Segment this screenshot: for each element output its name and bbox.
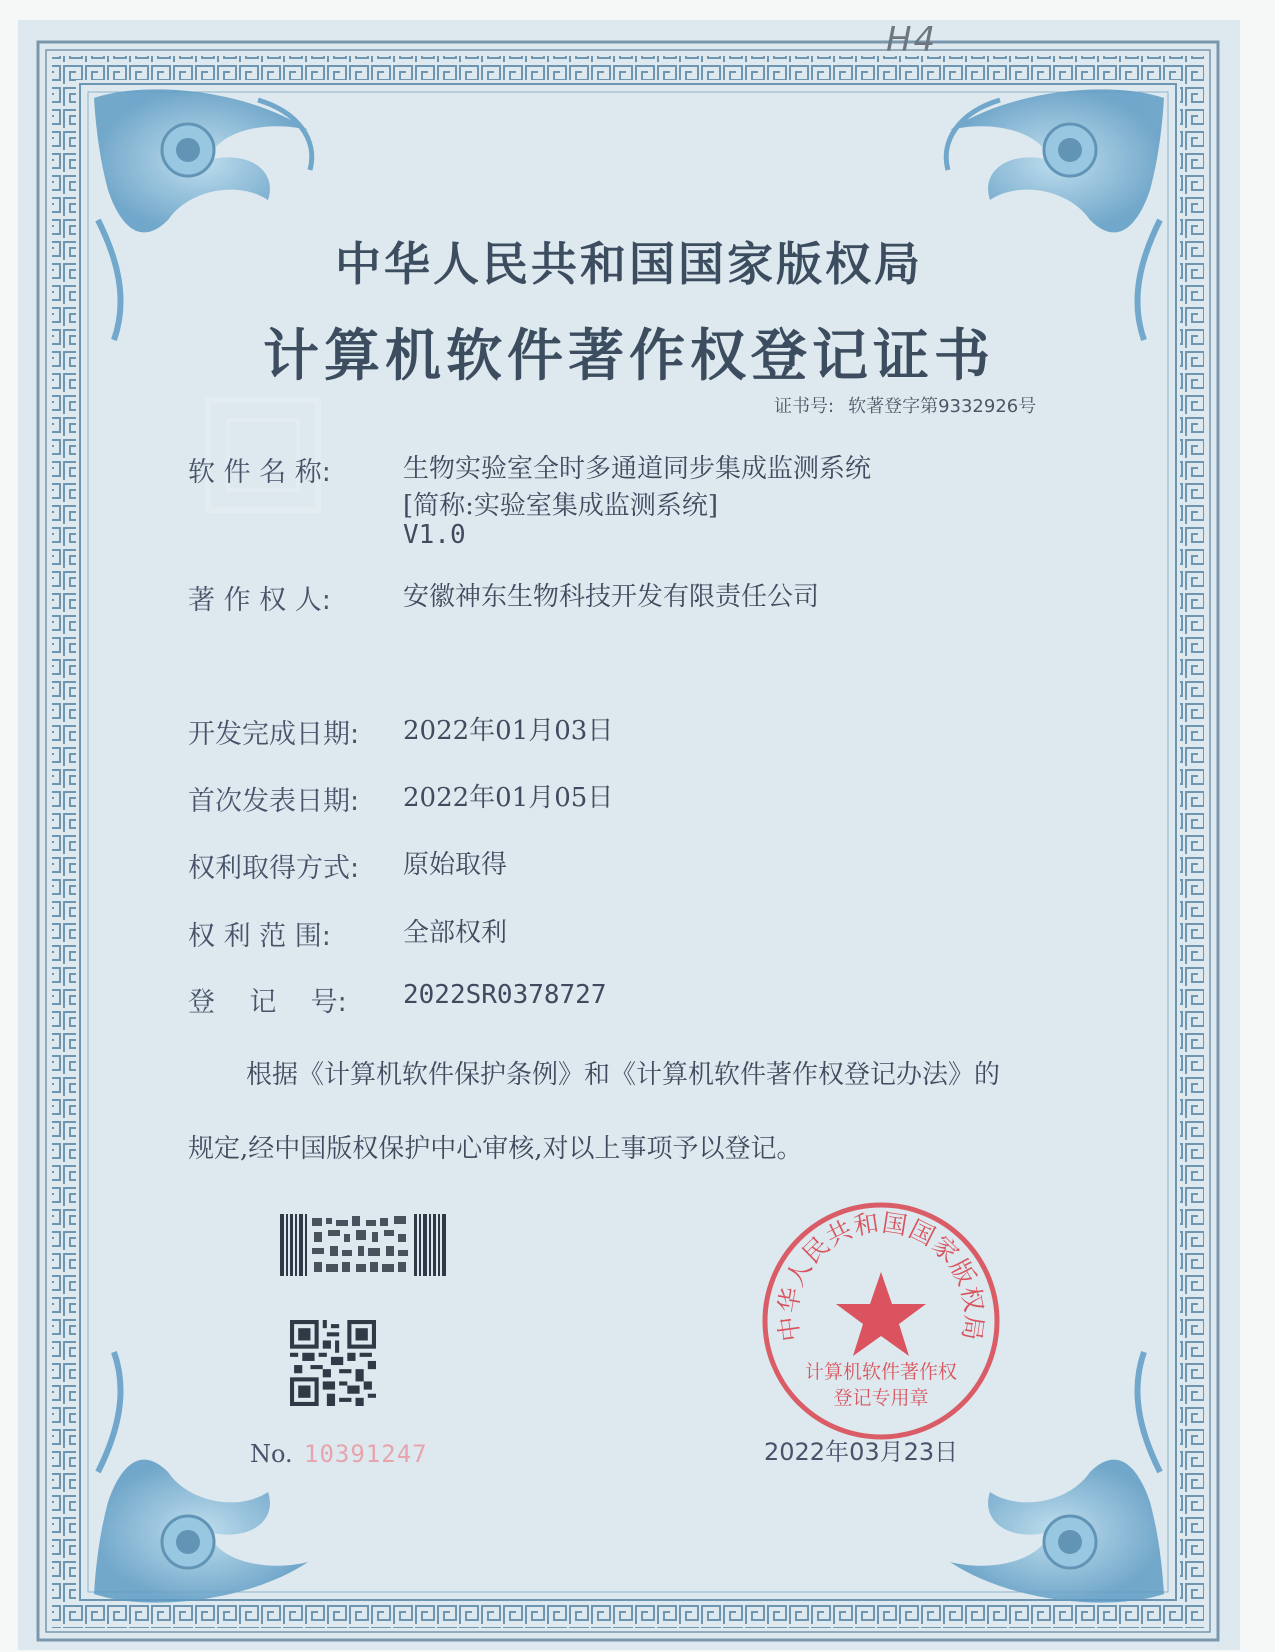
agency-title: 中华人民共和国国家版权局 [335,237,923,291]
barcode [280,1214,448,1276]
software-name-label: 软 件 名 称: [188,457,331,488]
handwritten-mark: H4 [886,20,938,60]
software-name-line2: [简称:实验室集成监测系统] [403,491,719,521]
serial-prefix: No. [250,1440,293,1468]
legal-basis-line2: 规定,经中国版权保护中心审核,对以上事项予以登记。 [188,1134,803,1164]
software-version: V1.0 [403,520,466,550]
serial-number: 10391247 [304,1440,428,1468]
issue-date: 2022年03月23日 [764,1438,959,1466]
qr-code [290,1320,376,1406]
acquisition-method-label: 权利取得方式: [188,853,360,884]
seal-inner-line1: 计算机软件著作权 [804,1361,958,1383]
certificate-number [774,392,1050,418]
certificate-number-value: 软著登字第9332926号 [848,396,1037,417]
registration-number-label: 登 记 号: [188,987,347,1018]
official-seal [760,1200,1002,1442]
software-name-line1: 生物实验室全时多通道同步集成监测系统 [403,454,872,484]
rights-scope-value: 全部权利 [403,918,508,948]
completion-date-label: 开发完成日期: [188,719,360,750]
publication-date-label: 首次发表日期: [188,786,360,817]
copyright-holder-label: 著 作 权 人: [188,585,331,616]
copyright-holder-value: 安徽神东生物科技开发有限责任公司 [403,582,820,612]
acquisition-method-value: 原始取得 [403,850,508,880]
seal-outer-text: 中华人民共和国国家版权局 [773,1208,989,1344]
certificate-title: 计算机软件著作权登记证书 [263,324,995,389]
certificate-number-label: 证书号: [774,396,835,417]
certificate [18,20,1240,1650]
seal-inner-line2: 登记专用章 [833,1387,929,1409]
publication-date-value: 2022年01月05日 [403,783,614,813]
rights-scope-label: 权 利 范 围: [188,921,331,952]
registration-number-value: 2022SR0378727 [403,980,607,1010]
legal-basis-line1: 根据《计算机软件保护条例》和《计算机软件著作权登记办法》的 [246,1060,1001,1090]
seal-star [836,1272,926,1356]
completion-date-value: 2022年01月03日 [403,716,614,746]
